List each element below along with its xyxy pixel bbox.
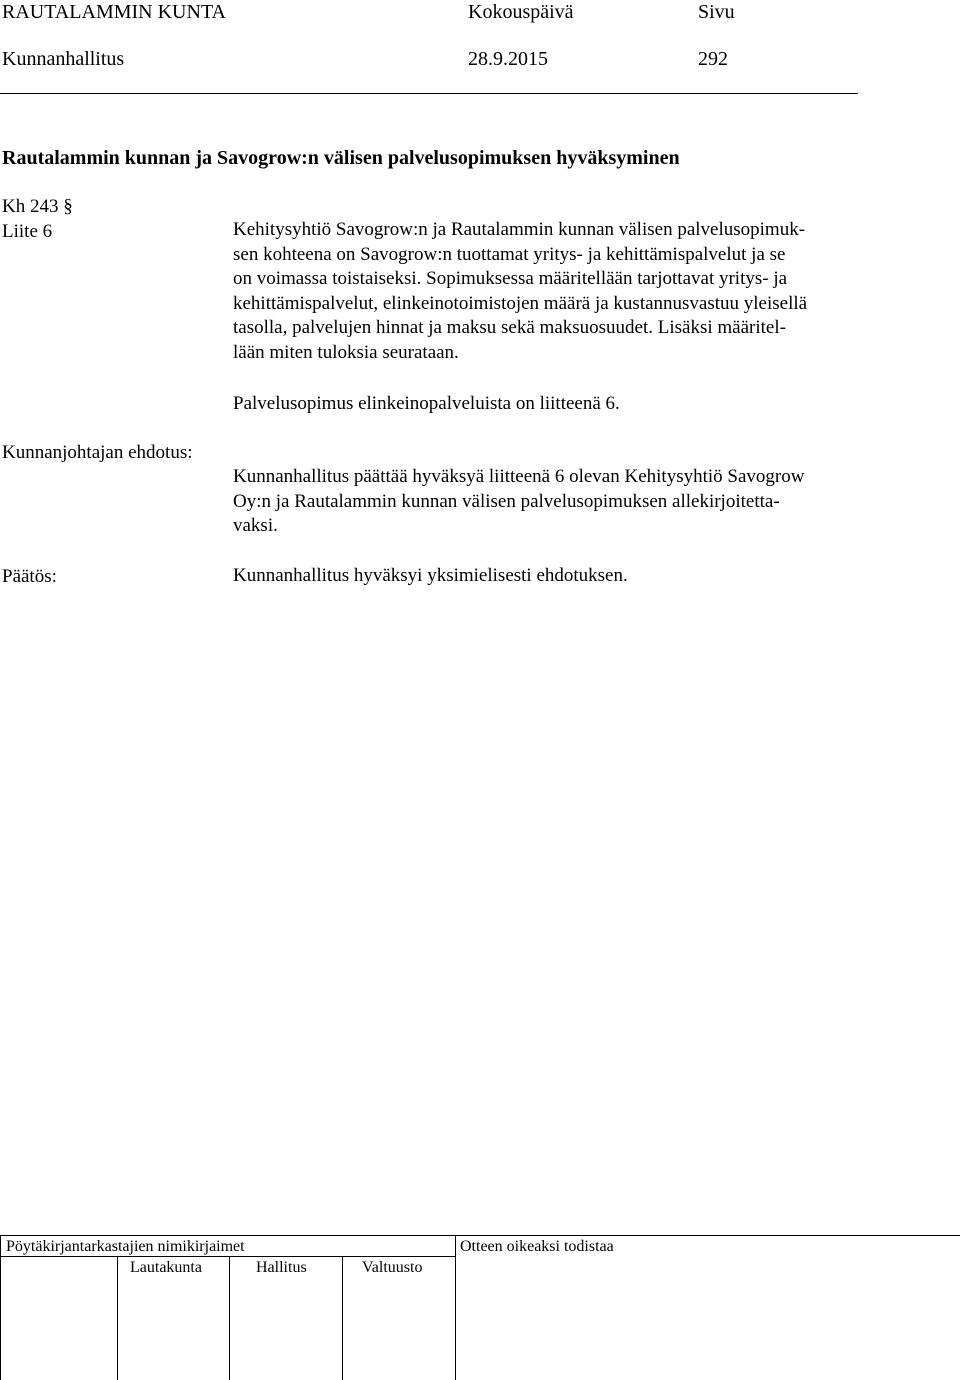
- signatures-label: Pöytäkirjantarkastajien nimikirjaimet: [6, 1238, 245, 1255]
- header-rule: [0, 93, 858, 94]
- body-name: Kunnanhallitus: [2, 48, 125, 70]
- org-name: RAUTALAMMIN KUNTA: [2, 1, 227, 23]
- proposal-label: Kunnanjohtajan ehdotus:: [2, 442, 193, 463]
- decision-paragraph: [233, 564, 893, 589]
- section-symbol: §: [63, 196, 73, 217]
- col-divider: [229, 1256, 230, 1380]
- decision-label: Päätös:: [2, 566, 57, 587]
- col-valtuusto: Valtuusto: [362, 1259, 423, 1276]
- decision-text: Kunnanhallitus hyväksyi yksimielisesti ehdotuksen.: [233, 565, 628, 586]
- copy-certified-label: Otteen oikeaksi todistaa: [460, 1238, 614, 1255]
- col-hallitus: Hallitus: [256, 1259, 307, 1276]
- col-divider: [342, 1256, 343, 1380]
- document-title: Rautalammin kunnan ja Savogrow:n välisen palvelusopimuksen hyväksyminen: [2, 147, 680, 169]
- meeting-date: 28.9.2015: [468, 48, 548, 70]
- col-lautakunta: Lautakunta: [130, 1259, 202, 1276]
- proposal-paragraph: [233, 465, 893, 539]
- description-line: lään miten tuloksia seurataan.: [233, 341, 459, 363]
- proposal-line: vaksi.: [233, 515, 278, 536]
- page-number: 292: [698, 48, 728, 70]
- section-code: [2, 195, 73, 219]
- description-line: Kehitysyhtiö Savogrow:n ja Rautalammin kunnan välisen palvelusopimuk-: [233, 219, 806, 240]
- description-line: sen kohteena on Savogrow:n tuottamat yritys- ja kehittämispalvelut ja se: [233, 243, 786, 265]
- description-paragraph: [233, 218, 893, 365]
- attachment-ref: Liite 6: [2, 221, 53, 242]
- description-line: on voimassa toistaiseksi. Sopimuksessa määritellään tarjottavat yritys- ja: [233, 268, 788, 289]
- description-line: tasolla, palvelujen hinnat ja maksu sekä maksuosuudet. Lisäksi määritel-: [233, 317, 786, 338]
- description-line: kehittämispalvelut, elinkeinotoimistojen määrä ja kustannusvastuu yleisellä: [233, 292, 808, 314]
- proposal-line: Kunnanhallitus päättää hyväksyä liitteenä 6 olevan Kehitysyhtiö Savogrow: [233, 466, 805, 487]
- attachment-note-text: Palvelusopimus elinkeinopalveluista on liitteenä 6.: [233, 393, 620, 414]
- col-divider: [117, 1256, 118, 1380]
- page-label: Sivu: [698, 1, 735, 23]
- meeting-date-label: Kokouspäivä: [468, 1, 574, 23]
- proposal-line: Oy:n ja Rautalammin kunnan välisen palvelusopimuksen allekirjoitetta-: [233, 490, 780, 512]
- attachment-note: [233, 392, 893, 417]
- section-code-text: Kh 243: [2, 196, 59, 217]
